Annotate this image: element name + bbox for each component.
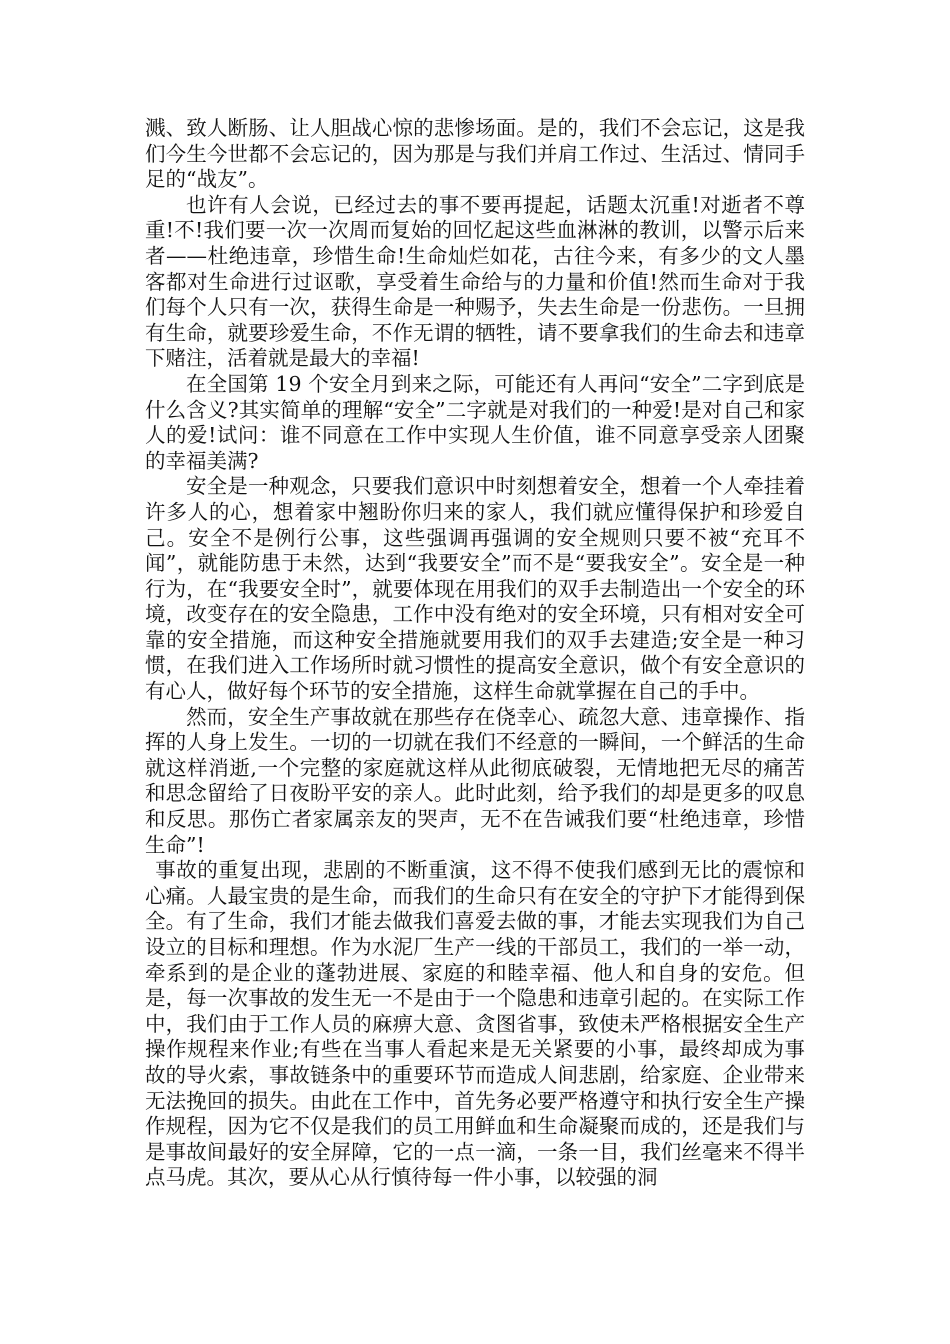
- paragraph-1: 溅、致人断肠、让人胆战心惊的悲惨场面。是的，我们不会忘记，这是我们今生今世都不会忘记的，因为那是与我们并肩工作过、生活过、情同手足的“战友”。: [145, 116, 805, 192]
- paragraph-5: 然而，安全生产事故就在那些存在侥幸心、疏忽大意、违章操作、指挥的人身上发生。一切的一切就在我们不经意的一瞬间，一个鲜活的生命就这样消逝,一个完整的家庭就这样从此彻底破裂，无情地把无尽的痛苦和思念留给了日夜盼平安的亲人。此时此刻，给予我们的却是更多的叹息和反思。那伤亡者家属亲友的哭声，无不在告诫我们要“杜绝违章，珍惜生命”!: [145, 704, 805, 857]
- paragraph-2: 也许有人会说，已经过去的事不要再提起，话题太沉重!对逝者不尊重!不!我们要一次一次周而复始的回忆起这些血淋淋的教训，以警示后来者——杜绝违章，珍惜生命!生命灿烂如花，古往今来，有多少的文人墨客都对生命进行过讴歌，享受着生命给与的力量和价值!然而生命对于我们每个人只有一次，获得生命是一种赐予，失去生命是一份悲伤。一旦拥有生命，就要珍爱生命，不作无谓的牺牲，请不要拿我们的生命去和违章下赌注，活着就是最大的幸福!: [145, 192, 805, 371]
- paragraph-6: 事故的重复出现，悲剧的不断重演，这不得不使我们感到无比的震惊和心痛。人最宝贵的是生命，而我们的生命只有在安全的守护下才能得到保全。有了生命，我们才能去做我们喜爱去做的事，才能去实现我们为自己设立的目标和理想。作为水泥厂生产一线的干部员工，我们的一举一动，牵系到的是企业的蓬勃进展、家庭的和睦幸福、他人和自身的安危。但是，每一次事故的发生无一不是由于一个隐患和违章引起的。在实际工作中，我们由于工作人员的麻痹大意、贪图省事，致使未严格根据安全生产操作规程来作业;有些在当事人看起来是无关紧要的小事，最终却成为事故的导火索，事故链条中的重要环节而造成人间悲剧，给家庭、企业带来无法挽回的损失。由此在工作中，首先务必要严格遵守和执行安全生产操作规程，因为它不仅是我们的员工用鲜血和生命凝聚而成的，还是我们与是事故间最好的安全屏障，它的一点一滴，一条一目，我们丝毫来不得半点马虎。其次，要从心从行慎待每一件小事，以较强的洞: [145, 858, 805, 1190]
- paragraph-4: 安全是一种观念，只要我们意识中时刻想着安全，想着一个人牵挂着许多人的心，想着家中翘盼你归来的家人，我们就应懂得保护和珍爱自己。安全不是例行公事，这些强调再强调的安全规则只要不被“充耳不闻”，就能防患于未然，达到“我要安全”而不是“要我安全”。安全是一种行为，在“我要安全时”，就要体现在用我们的双手去制造出一个安全的环境，改变存在的安全隐患，工作中没有绝对的安全环境，只有相对安全可靠的安全措施，而这种安全措施就要用我们的双手去建造;安全是一种习惯，在我们进入工作场所时就习惯性的提高安全意识，做个有安全意识的有心人，做好每个环节的安全措施，这样生命就掌握在自己的手中。: [145, 474, 805, 704]
- paragraph-3: 在全国第 19 个安全月到来之际，可能还有人再问“安全”二字到底是什么含义?其实简单的理解“安全”二字就是对我们的一种爱!是对自己和家人的爱!试问：谁不同意在工作中实现人生价值，谁不同意享受亲人团聚的幸福美满?: [145, 371, 805, 473]
- document-page: [145, 116, 805, 1191]
